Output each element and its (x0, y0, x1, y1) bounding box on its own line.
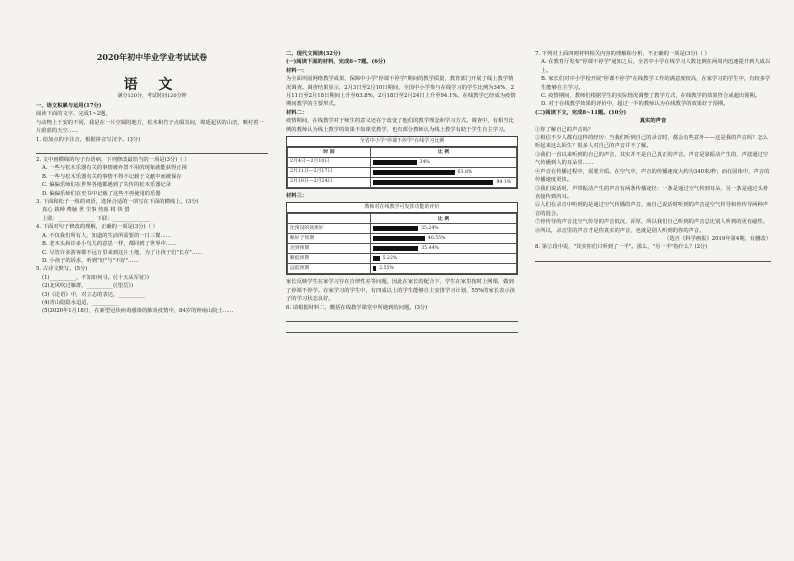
material-2: 疫情期间，在线教学对于师生的意义还在于改变了他们的教学理念和学习方式。调查中，有相当比例的教师认为线上教学的效果不如课堂教学，也有部分教师认为线上教学有助于学生自主学习。 (286, 118, 514, 133)
chart-row (288, 224, 517, 234)
question-6: 6. 请根据材料二，概括在线教学课堂中所遇到的问题。(3分) (286, 304, 428, 311)
option-b: B. 家长们对中小学校开展"停课不停学"在线教学工作的满意度较高，在家学习的学生中，有较多学生能够自主学习。 (541, 76, 771, 91)
data-label: 34% (419, 160, 430, 166)
col-header: 比 例 (371, 148, 517, 158)
column-2 (286, 50, 518, 550)
question-8: 8. 第②段中说，"其实你们只听到了一半"。那么，"另一半"指什么？(2分) (535, 244, 708, 251)
bar-cell (371, 168, 517, 178)
question-5: 5. 古诗文默写。(5分) (36, 266, 88, 273)
dictation-3: (3)《论语》中，对立志的表达，__________ (42, 291, 145, 298)
bar-cell (371, 254, 517, 264)
option-a: A. 一些与松木乐器有关的事情被弃置不用的现象就能获得正视 (42, 165, 187, 172)
question-7: 7. 下列对上面四则材料相关内容的理解和分析，不正确的一项是(3分)（ ） (535, 51, 710, 57)
chart-study-ratio (286, 136, 518, 189)
option-c: C. 疫情期间，教师们根据学生的实际情况调整了教学方式，在线教学的效果符合或超出预期。 (541, 93, 761, 100)
dictation-1: (1)__________，不知如何寻。(《十五从军征》) (42, 274, 149, 281)
data-label: 94.1% (496, 180, 512, 186)
essay-source: （选自《科学画报》2019年第4期，有删改） (664, 235, 771, 242)
data-label: 2.55% (379, 266, 394, 272)
category-label: 比预设的效果好 (288, 224, 371, 234)
category-label: 略好于预期 (288, 234, 371, 244)
chart-row (288, 158, 517, 168)
col-header: 比 例 (371, 214, 517, 224)
chart-table (287, 147, 517, 188)
bar (373, 236, 425, 241)
question-1: 1. 给加点的字注音，根据拼音写汉字。(3分) (36, 136, 141, 143)
essay-paragraph: ②相信不少人都有这样的经历：当我们听到自己的录音时，都会有些意外——这是我的声音吗？怎么听起来这么陌生？很多人对自己的声音并不了解。 (535, 135, 769, 150)
chart-teacher-eval (286, 202, 518, 275)
essay-title: 真实的声音 (639, 118, 667, 125)
bar (373, 246, 418, 251)
category-label: 远低预期 (288, 264, 371, 274)
question-4: 4. 下面对句子修改的理解，正确的一项是(3分)（ ） (36, 224, 158, 231)
option-b: B. 一些与松木乐器有关的事情不得不记载于文献中而被保存 (42, 173, 182, 180)
chart-row (288, 244, 517, 254)
material-2-heading: 材料二： (286, 109, 308, 116)
essay-paragraph: ③我们一直以来听到的自己的声音，其实并不是自己真正的声音。声音是靠振动产生的，声波通过空气传播到人的耳朵里…… (535, 151, 769, 167)
category-label: 2月11日—2月17日 (288, 168, 371, 178)
couplet-lines: 上联：______________ 下联：______________ (42, 215, 150, 222)
bar-cell (371, 244, 517, 254)
dictation-4: (4)青山隐隐水迢迢，__________ (42, 299, 119, 306)
option-a: A. 不仅我们所有人，知道的生活所需要的一日三餐…… (42, 232, 172, 239)
answer-line[interactable] (36, 145, 268, 154)
chart-title: 全省中小学"停课不停学"在线学习比例 (287, 137, 517, 147)
material-4: 家长反映学生在家学习存在自律性差等问题。因此在家长的配合下，学生在家里按时上网课，做到了停课不停学。在家学习的学生中，有四成以上的学生能够自主安排学习计划，55%的家长表示孩子的学习状态良好。 (286, 279, 515, 303)
category-label: 2月4日—2月10日 (288, 158, 371, 168)
data-label: 5.22% (382, 256, 398, 262)
chart-row (288, 264, 517, 274)
col-header: 时 间 (288, 148, 371, 158)
column-1 (36, 102, 268, 552)
word-bank: 真心 栽种 费脑 世 尘事 热血 将 快 惜 (42, 207, 130, 214)
chart-table (287, 213, 517, 274)
material-3-heading: 材料三： (286, 193, 308, 200)
dictation-5: (5)2020年1月18日，在新型冠状病毒感染的肺炎疫情中，84岁的钟南山院士…… (42, 308, 234, 315)
chart-row (288, 254, 517, 264)
score-note: 满分120分，考试时间120分钟 (117, 93, 187, 99)
essay-paragraph: ⑦骨传导的声音比空气传导的声音低沉、浑厚，所以我们自己听到的声音总比别人听到的更有磁性。 (535, 219, 769, 226)
data-label: 35.44% (421, 246, 439, 252)
bar (373, 170, 455, 175)
subject-title: 语 文 (123, 77, 181, 93)
answer-line[interactable] (535, 253, 771, 262)
col-header (288, 214, 371, 224)
answer-line[interactable] (286, 324, 518, 333)
section-heading: 一、语文积累与运用(17分) (36, 103, 102, 109)
bar (373, 180, 493, 185)
instruction: 阅读下面的文字，完成1~2题。 (36, 111, 111, 118)
bar-cell (371, 158, 517, 168)
bar-cell (371, 224, 517, 234)
passage: 与动物上千安的不同，我是在一片空阔的地方，松木和竹子点缀其间，绵延起伏的山峦，映衬着一片蔚蓝的天空…… (36, 119, 264, 135)
category-label: 2月18日—2月24日 (288, 178, 371, 188)
question-3: 3. 下面和松子一组的词语，选择合适的一项写在下面的横线上。(3分) (36, 199, 199, 206)
category-label: 略低预期 (288, 254, 371, 264)
material-1: 为全面巩固网络教学成果，保障中小学"停课不停学"期间的教学质量，教育部门开展了线上教学情况调查。调查结果显示，2月3日至2月10日期间，全国中小学参与在线学习的学生比例为34%，2月11日至2月18日期间上升至63.8%，2月18日至2月24日上升至94.1%。在线教学已经成为疫情期间教学的主要形式。 (286, 76, 516, 108)
option-c: C. 尽管许多游客都不远万里来到这片土地，为了让孩子们"长在"…… (42, 249, 203, 256)
bar (373, 266, 376, 271)
material-1-heading: 材料一： (286, 67, 308, 74)
essay-paragraph: ①你了解自己的声音吗？ (535, 126, 594, 133)
subsection-heading: (一)阅读下面的材料，完成6~7题。(6分) (286, 59, 386, 66)
category-label: 达到预期 (288, 244, 371, 254)
option-d: D. 对于在线教学效果的评价中，超过一半的教师认为在线教学的效果好于预期。 (541, 101, 729, 108)
data-label: 40.55% (427, 236, 446, 242)
bar (373, 160, 417, 165)
essay-paragraph: ⑧所以，录音里的声音才是你真实的声音，也就是别人听到的你的声音。 (535, 227, 705, 234)
bar-cell (371, 264, 517, 274)
data-label: 63.8% (457, 170, 473, 176)
essay-paragraph: ⑤我们说话时，声带振动产生的声音有两条传播途径：一条是通过空气传到耳朵，另一条是通过头骨直接传到内耳。 (535, 185, 769, 200)
essay-paragraph: ⑥人们在录音中听到的是通过空气传播的声音，而自己说话时听到的声音是空气传导和骨传导两种声音的混合。 (535, 202, 769, 217)
option-b: B. 老木头和许多小鸟儿的意思一样，都回到了世界中…… (42, 241, 177, 248)
bar-cell (371, 178, 517, 188)
column-3 (535, 50, 771, 550)
dictation-2: (2)北风吹过雁群，__________(《望岳》) (42, 283, 134, 290)
bar (373, 256, 380, 261)
exam-title: 2020年初中毕业学业考试试卷 (96, 52, 208, 62)
subsection-heading: (二)阅读下文，完成8~11题。(10分) (535, 109, 627, 116)
section-heading: 二、现代文阅读(32分) (286, 51, 341, 57)
chart-title: 教师对在线教学可发挥功能的评价 (287, 203, 517, 213)
answer-line[interactable] (286, 313, 518, 322)
option-a: A. 在教育厅发布"停课不停学"通知之后，全省中小学在线学习人数比例在两周内迅速提升到九成以上。 (541, 59, 771, 74)
question-2: 2. 文中画横线的句子有语病，下列修改最恰当的一项是(3分)（ ） (36, 157, 190, 164)
bar (373, 226, 418, 231)
chart-row (288, 234, 517, 244)
data-label: 35.24% (421, 226, 439, 232)
option-d: D. 小孩子的诉求，听到"好"与"不好"…… (42, 257, 139, 264)
chart-row (288, 178, 517, 188)
chart-row (288, 168, 517, 178)
option-c: C. 偏偏乐师们在世界各地都遇到了失传的松木乐器记录 (42, 182, 172, 189)
option-d: D. 偏偏乐师们在史书中记载了这些不再使用的乐器 (42, 190, 161, 197)
bar-cell (371, 234, 517, 244)
essay-paragraph: ④声音在传播过程中，需要介质。在空气中，声音的传播速度大约为340米/秒；而在固体中，声音的传播速度更快。 (535, 168, 770, 184)
